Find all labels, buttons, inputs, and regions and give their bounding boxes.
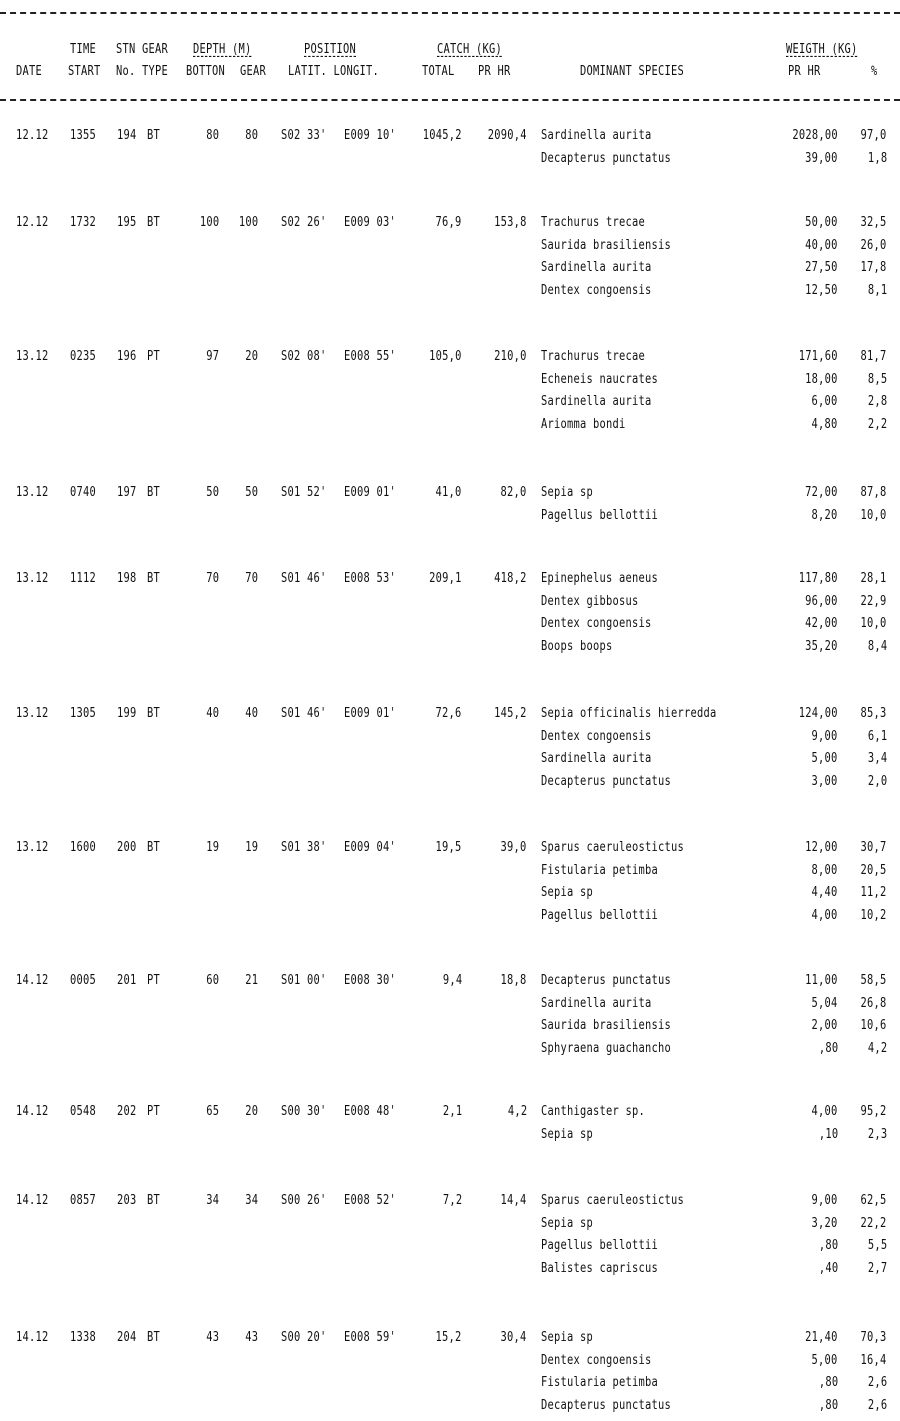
species-weight-pr-hr: 8,00 [811,863,838,878]
species-percent: 95,2 [860,1104,887,1119]
station-number: 194 [117,128,137,143]
species-weight-pr-hr: ,10 [818,1127,838,1142]
species-percent: 3,4 [867,751,887,766]
species-percent: 10,0 [860,508,887,523]
species-name: Pagellus bellottii [541,908,659,923]
station-time-start: 1355 [70,128,97,143]
species-weight-pr-hr: 18,00 [805,372,838,387]
header-weight-pr-hr: PR HR [788,64,821,79]
species-percent: 26,8 [860,996,887,1011]
station-latitude: S02 33' [281,128,327,143]
species-name: Epinephelus aeneus [541,571,659,586]
station-number: 199 [117,706,137,721]
station-catch-pr-hr: 82,0 [500,485,527,500]
station-depth-gear: 20 [244,1104,258,1119]
header-gear: GEAR [240,64,267,79]
station-catch-total: 19,5 [435,840,462,855]
species-name: Dentex congoensis [541,729,652,744]
species-name: Sphyraena guachancho [541,1041,672,1056]
species-name: Sardinella aurita [541,260,652,275]
species-percent: 20,5 [860,863,887,878]
species-percent: 2,3 [867,1127,887,1142]
header-pr-hr: PR HR [478,64,511,79]
species-weight-pr-hr: ,40 [818,1261,838,1276]
species-percent: 17,8 [860,260,887,275]
station-number: 200 [117,840,137,855]
species-percent: 62,5 [860,1193,887,1208]
species-weight-pr-hr: 5,04 [811,996,838,1011]
station-number: 201 [117,973,137,988]
species-percent: 22,2 [860,1216,887,1231]
station-catch-total: 1045,2 [422,128,462,143]
station-number: 203 [117,1193,137,1208]
station-depth-gear: 43 [244,1330,258,1345]
station-longitude: E009 10' [344,128,397,143]
station-longitude: E009 01' [344,485,397,500]
species-name: Sardinella aurita [541,394,652,409]
station-depth-bottom: 70 [205,571,219,586]
station-longitude: E008 55' [344,349,397,364]
species-weight-pr-hr: 72,00 [805,485,838,500]
species-weight-pr-hr: 50,00 [805,215,838,230]
species-weight-pr-hr: 3,00 [811,774,838,789]
species-name: Boops boops [541,639,613,654]
station-catch-pr-hr: 145,2 [494,706,527,721]
station-gear-type: PT [147,973,161,988]
species-percent: 58,5 [860,973,887,988]
species-percent: 4,2 [867,1041,887,1056]
station-depth-bottom: 50 [205,485,219,500]
station-depth-gear: 100 [238,215,258,230]
species-percent: 2,0 [867,774,887,789]
species-percent: 8,1 [867,283,887,298]
species-name: Decapterus punctatus [541,1398,672,1413]
station-date: 14.12 [16,1193,49,1208]
species-weight-pr-hr: 8,20 [811,508,838,523]
species-name: Balistes capriscus [541,1261,659,1276]
species-weight-pr-hr: 117,80 [798,571,838,586]
station-time-start: 1600 [70,840,97,855]
station-catch-pr-hr: 30,4 [500,1330,527,1345]
station-date: 13.12 [16,706,49,721]
station-time-start: 1112 [70,571,97,586]
station-number: 197 [117,485,137,500]
station-latitude: S02 08' [281,349,327,364]
species-weight-pr-hr: 35,20 [805,639,838,654]
species-percent: 5,5 [867,1238,887,1253]
species-percent: 11,2 [860,885,887,900]
species-percent: 2,6 [867,1398,887,1413]
header-stn-gear: STN GEAR [116,42,169,57]
species-weight-pr-hr: 4,00 [811,1104,838,1119]
species-weight-pr-hr: 4,00 [811,908,838,923]
species-name: Sepia officinalis hierredda [541,706,717,721]
station-time-start: 1338 [70,1330,97,1345]
species-weight-pr-hr: 27,50 [805,260,838,275]
species-name: Sepia sp [541,485,594,500]
station-gear-type: BT [147,215,161,230]
species-name: Dentex gibbosus [541,594,639,609]
station-number: 198 [117,571,137,586]
station-longitude: E008 59' [344,1330,397,1345]
station-catch-total: 2,1 [442,1104,462,1119]
station-depth-gear: 20 [244,349,258,364]
species-weight-pr-hr: 2028,00 [792,128,838,143]
station-date: 14.12 [16,973,49,988]
species-percent: 2,2 [867,417,887,432]
station-catch-pr-hr: 14,4 [500,1193,527,1208]
species-name: Dentex congoensis [541,1353,652,1368]
species-weight-pr-hr: 9,00 [811,729,838,744]
species-percent: 32,5 [860,215,887,230]
species-percent: 22,9 [860,594,887,609]
station-catch-total: 15,2 [435,1330,462,1345]
station-depth-gear: 70 [244,571,258,586]
species-name: Sardinella aurita [541,128,652,143]
species-percent: 87,8 [860,485,887,500]
species-percent: 85,3 [860,706,887,721]
station-depth-gear: 34 [244,1193,258,1208]
station-longitude: E008 48' [344,1104,397,1119]
species-weight-pr-hr: 4,80 [811,417,838,432]
species-percent: 10,6 [860,1018,887,1033]
species-percent: 30,7 [860,840,887,855]
species-weight-pr-hr: ,80 [818,1398,838,1413]
header-dominant-species: DOMINANT SPECIES [580,64,685,79]
station-gear-type: BT [147,1193,161,1208]
station-gear-type: BT [147,706,161,721]
header-botton: BOTTON [186,64,226,79]
species-weight-pr-hr: 21,40 [805,1330,838,1345]
station-time-start: 0005 [70,973,97,988]
station-date: 14.12 [16,1104,49,1119]
species-name: Ariomma bondi [541,417,626,432]
station-catch-total: 7,2 [442,1193,462,1208]
station-number: 195 [117,215,137,230]
header-catch: CATCH (KG) [437,42,503,57]
station-depth-bottom: 34 [205,1193,219,1208]
species-weight-pr-hr: ,80 [818,1238,838,1253]
station-date: 13.12 [16,485,49,500]
species-weight-pr-hr: 4,40 [811,885,838,900]
station-time-start: 0857 [70,1193,97,1208]
species-percent: 70,3 [860,1330,887,1345]
station-gear-type: PT [147,349,161,364]
station-depth-gear: 19 [244,840,258,855]
species-weight-pr-hr: 42,00 [805,616,838,631]
station-catch-pr-hr: 153,8 [494,215,527,230]
species-name: Dentex congoensis [541,616,652,631]
top-dashed-rule [0,12,900,14]
species-name: Fistularia petimba [541,1375,659,1390]
species-weight-pr-hr: 11,00 [805,973,838,988]
species-name: Sparus caeruleostictus [541,840,685,855]
species-weight-pr-hr: ,80 [818,1041,838,1056]
species-weight-pr-hr: ,80 [818,1375,838,1390]
station-date: 12.12 [16,215,49,230]
station-latitude: S02 26' [281,215,327,230]
species-percent: 97,0 [860,128,887,143]
station-catch-pr-hr: 2090,4 [487,128,527,143]
station-time-start: 1732 [70,215,97,230]
station-date: 14.12 [16,1330,49,1345]
species-weight-pr-hr: 40,00 [805,238,838,253]
species-weight-pr-hr: 2,00 [811,1018,838,1033]
species-name: Fistularia petimba [541,863,659,878]
station-latitude: S01 46' [281,571,327,586]
station-gear-type: BT [147,840,161,855]
species-name: Decapterus punctatus [541,774,672,789]
station-longitude: E008 30' [344,973,397,988]
station-depth-bottom: 19 [205,840,219,855]
species-percent: 6,1 [867,729,887,744]
species-name: Trachurus trecae [541,349,646,364]
header-percent: % [871,64,878,79]
header-date: DATE [16,64,43,79]
header-time: TIME [70,42,97,57]
species-percent: 10,0 [860,616,887,631]
station-longitude: E009 01' [344,706,397,721]
header-latit-longit: LATIT. LONGIT. [288,64,380,79]
station-date: 12.12 [16,128,49,143]
species-weight-pr-hr: 9,00 [811,1193,838,1208]
station-catch-pr-hr: 4,2 [507,1104,527,1119]
species-percent: 2,6 [867,1375,887,1390]
species-percent: 81,7 [860,349,887,364]
species-name: Sepia sp [541,1127,594,1142]
species-weight-pr-hr: 5,00 [811,1353,838,1368]
species-name: Sardinella aurita [541,751,652,766]
species-name: Canthigaster sp. [541,1104,646,1119]
station-latitude: S01 38' [281,840,327,855]
species-name: Decapterus punctatus [541,973,672,988]
station-catch-total: 9,4 [442,973,462,988]
station-depth-gear: 80 [244,128,258,143]
station-depth-bottom: 43 [205,1330,219,1345]
station-number: 196 [117,349,137,364]
station-latitude: S00 20' [281,1330,327,1345]
species-percent: 8,5 [867,372,887,387]
station-gear-type: BT [147,485,161,500]
species-name: Pagellus bellottii [541,508,659,523]
species-name: Sparus caeruleostictus [541,1193,685,1208]
species-name: Pagellus bellottii [541,1238,659,1253]
species-name: Echeneis naucrates [541,372,659,387]
station-gear-type: BT [147,571,161,586]
species-percent: 28,1 [860,571,887,586]
species-name: Sepia sp [541,885,594,900]
station-catch-total: 41,0 [435,485,462,500]
species-name: Saurida brasiliensis [541,238,672,253]
station-catch-total: 209,1 [429,571,462,586]
header-dashed-rule [0,99,900,101]
station-catch-total: 76,9 [435,215,462,230]
station-depth-bottom: 60 [205,973,219,988]
species-percent: 26,0 [860,238,887,253]
station-longitude: E009 04' [344,840,397,855]
species-weight-pr-hr: 39,00 [805,151,838,166]
header-weigth: WEIGTH (KG) [786,42,858,57]
station-catch-total: 72,6 [435,706,462,721]
station-gear-type: BT [147,1330,161,1345]
station-depth-bottom: 65 [205,1104,219,1119]
station-gear-type: BT [147,128,161,143]
species-weight-pr-hr: 96,00 [805,594,838,609]
species-percent: 10,2 [860,908,887,923]
station-date: 13.12 [16,571,49,586]
station-longitude: E008 52' [344,1193,397,1208]
station-depth-gear: 40 [244,706,258,721]
species-percent: 1,8 [867,151,887,166]
header-no-type: No. TYPE [116,64,169,79]
species-name: Sepia sp [541,1216,594,1231]
station-latitude: S00 30' [281,1104,327,1119]
species-name: Sardinella aurita [541,996,652,1011]
header-position: POSITION [304,42,357,57]
species-name: Decapterus punctatus [541,151,672,166]
station-longitude: E009 03' [344,215,397,230]
species-percent: 2,7 [867,1261,887,1276]
station-depth-bottom: 40 [205,706,219,721]
station-latitude: S01 46' [281,706,327,721]
species-weight-pr-hr: 171,60 [798,349,838,364]
species-weight-pr-hr: 12,00 [805,840,838,855]
station-time-start: 0235 [70,349,97,364]
station-depth-bottom: 100 [199,215,219,230]
species-percent: 16,4 [860,1353,887,1368]
species-percent: 2,8 [867,394,887,409]
species-weight-pr-hr: 124,00 [798,706,838,721]
species-name: Saurida brasiliensis [541,1018,672,1033]
station-number: 204 [117,1330,137,1345]
station-latitude: S01 00' [281,973,327,988]
station-time-start: 1305 [70,706,97,721]
species-name: Dentex congoensis [541,283,652,298]
station-latitude: S00 26' [281,1193,327,1208]
station-catch-pr-hr: 418,2 [494,571,527,586]
station-depth-bottom: 97 [205,349,219,364]
header-start: START [68,64,101,79]
species-weight-pr-hr: 5,00 [811,751,838,766]
station-depth-gear: 50 [244,485,258,500]
station-catch-total: 105,0 [429,349,462,364]
species-name: Trachurus trecae [541,215,646,230]
species-weight-pr-hr: 6,00 [811,394,838,409]
station-depth-gear: 21 [244,973,258,988]
station-latitude: S01 52' [281,485,327,500]
header-depth: DEPTH (M) [193,42,252,57]
header-total: TOTAL [422,64,455,79]
station-catch-pr-hr: 18,8 [500,973,527,988]
station-number: 202 [117,1104,137,1119]
species-name: Sepia sp [541,1330,594,1345]
station-depth-bottom: 80 [205,128,219,143]
species-weight-pr-hr: 12,50 [805,283,838,298]
station-date: 13.12 [16,349,49,364]
species-weight-pr-hr: 3,20 [811,1216,838,1231]
station-catch-pr-hr: 39,0 [500,840,527,855]
station-gear-type: PT [147,1104,161,1119]
station-catch-pr-hr: 210,0 [494,349,527,364]
station-longitude: E008 53' [344,571,397,586]
species-percent: 8,4 [867,639,887,654]
station-time-start: 0740 [70,485,97,500]
station-date: 13.12 [16,840,49,855]
station-time-start: 0548 [70,1104,97,1119]
